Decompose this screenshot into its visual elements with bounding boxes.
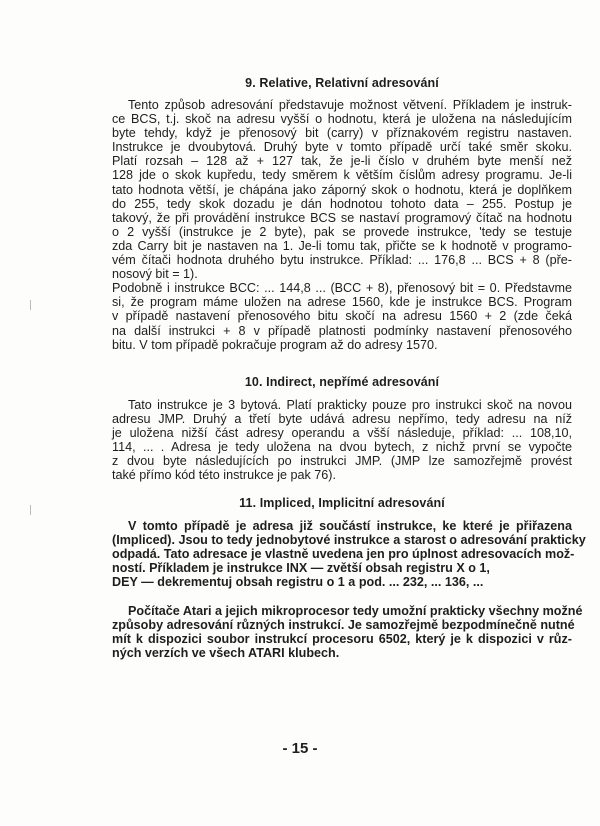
- text-line: zda Carry bit je nastaven na 1. Je-li tomu tak, přičte se k hodnotě v programo-: [112, 238, 572, 253]
- text-line: 114, ... . Adresa je tedy uložena na dvou bytech, z nichž první se vypočte: [112, 440, 572, 455]
- section-11-heading: 11. Impliced, Implicitní adresování: [239, 496, 445, 510]
- section-11-body: [112, 519, 586, 590]
- text-line: také přímo kód této instrukce je pak 76).: [112, 468, 337, 483]
- text-line: v případě nastavení přenosového bitu skočí na adresu 1560 + 2 (zde čeká: [112, 309, 572, 324]
- text-line: si, že program máme uložen na adrese 1560, kde je instrukce BCS. Program: [112, 295, 572, 310]
- text-line: do 255, tedy skok dozadu je dán hodnotou tohoto data – 255. Postup je: [112, 196, 572, 211]
- binding-mark: [30, 505, 31, 515]
- text-line: ce BCS, t.j. skoč na adresu vyšší o hodnotu, která je uložena na následujícím: [112, 112, 572, 127]
- text-line: Instrukce je dvoubytová. Druhý byte v tomto případě určí také směr skoku.: [112, 140, 572, 155]
- section-10-heading: 10. Indirect, nepřímé adresování: [244, 375, 440, 389]
- text-line: (Impliced). Jsou to tedy jednobytové instrukce a starost o adresování prakticky: [112, 533, 586, 548]
- page-number: - 15 -: [282, 740, 318, 757]
- text-line: V tomto případě je adresa již součástí instrukce, ke které je přiřazena: [128, 519, 572, 533]
- text-line: Počítače Atari a jejich mikroprocesor tedy umožní prakticky všechny možné: [128, 604, 583, 618]
- text-line: tato hodnota větší, je chápána jako záporný skok o hodnotu, která je doplňkem: [112, 182, 572, 197]
- text-line: adresu JMP. Druhý a třetí byte udává adresu nepřímo, tedy adresu na níž: [112, 412, 572, 427]
- text-line: nosový bit = 1).: [112, 267, 198, 282]
- section-10-body: [112, 398, 572, 483]
- text-line: o 2 vyšší (instrukce je 2 byte), pak se provede instrukce, 'tedy se testuje: [112, 224, 572, 239]
- text-line: je uložena nižší část adresy operandu a všší následuje, příklad: ... 108,10,: [112, 426, 572, 441]
- section-9-body: [112, 98, 572, 352]
- text-line: ností. Příkladem je instrukce INX — zvětší obsah registru X o 1,: [112, 561, 490, 576]
- text-line: mít k dispozici soubor instrukcí procesoru 6502, který je k dispozici v růz-: [112, 632, 572, 647]
- text-line: 128 jde o skok kupředu, tedy směrem k větším číslům adresy programu. Je-li: [112, 168, 572, 183]
- text-line: na další instrukci + 8 v případě platnosti podmínky nastavení přenosového: [112, 323, 572, 338]
- binding-mark: [30, 300, 31, 310]
- closing-paragraph: [112, 604, 583, 661]
- text-line: Podobně i instrukce BCC: ... 144,8 ... (BCC + 8), přenosový bit = 0. Představme: [112, 281, 572, 296]
- text-line: z dvou byte následujících po instrukci JMP. (JMP lze samozřejmě provést: [112, 454, 572, 469]
- text-line: DEY — dekrementuj obsah registru o 1 a pod. ... 232, ... 136, ...: [112, 575, 484, 590]
- text-line: Tato instrukce je 3 bytová. Platí prakticky pouze pro instrukci skoč na novou: [128, 398, 572, 412]
- text-line: bitu. V tom případě pokračuje program až do adresy 1570.: [112, 337, 438, 352]
- text-line: Platí rozsah – 128 až + 127 tak, že je-li číslo v druhém byte menší než: [112, 154, 572, 169]
- text-line: vém čítači hodnota druhého bytu instrukce. Příklad: ... 176,8 ... BCS + 8 (pře-: [112, 253, 572, 268]
- text-line: byte tehdy, když je přenosový bit (carry) v příznakovém registru nastaven.: [112, 126, 572, 141]
- section-9-heading: 9. Relative, Relativní adresování: [245, 76, 439, 90]
- text-line: odpadá. Tato adresace je vlastně uvedena jen pro úplnost adresovacích mož-: [112, 547, 575, 562]
- text-line: Tento způsob adresování představuje možnost větvení. Příkladem je instruk-: [128, 98, 572, 112]
- text-line: způsoby adresování různých instrukcí. Je samozřejmě bezpodmínečně nutné: [112, 618, 575, 633]
- text-line: takový, že při provádění instrukce BCS se nastaví programový čítač na hodnotu: [112, 210, 572, 225]
- text-line: ných verzích ve všech ATARI klubech.: [112, 646, 340, 661]
